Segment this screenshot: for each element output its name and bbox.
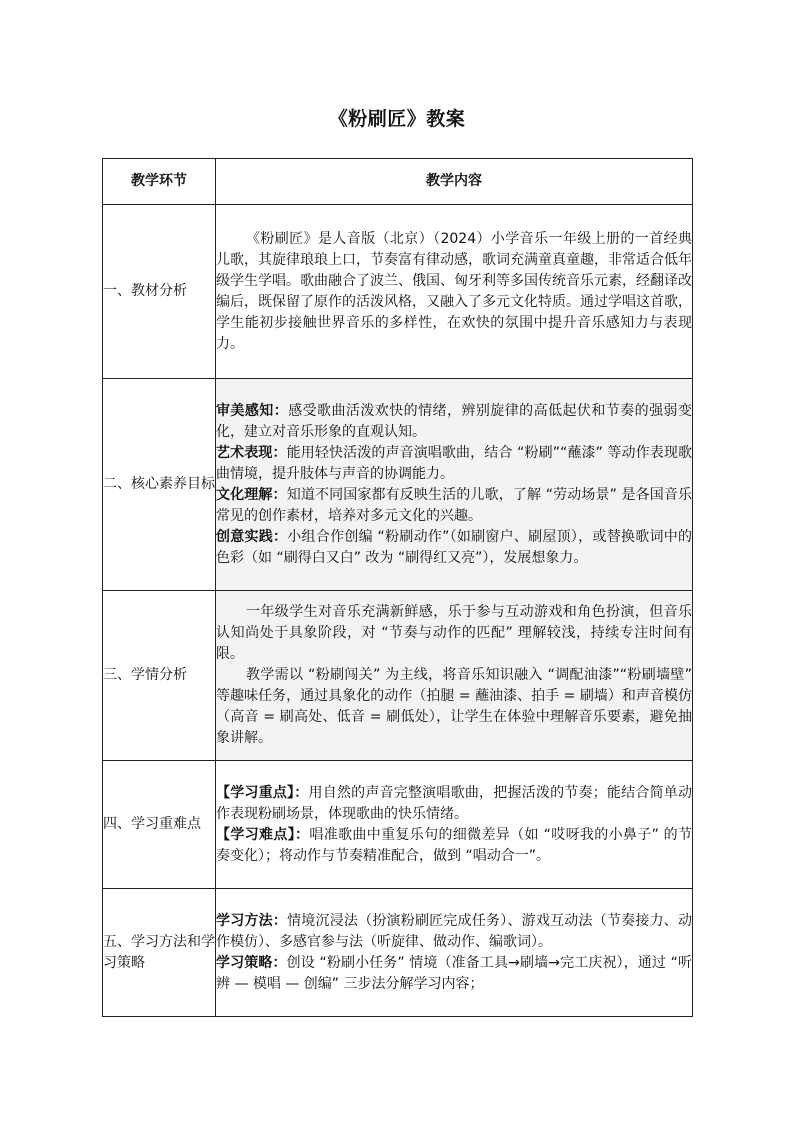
item-key: 艺术表现： xyxy=(216,444,287,461)
item-key: 【学习难点】： xyxy=(216,826,310,843)
list-item xyxy=(216,953,692,995)
item-text: 感受歌曲活泼欢快的情绪，辨别旋律的高低起伏和节奏的强弱变化，建立对音乐形象的直观认知。 xyxy=(216,402,692,440)
item-key: 审美感知： xyxy=(216,402,289,419)
paragraph: 教学需以 “粉刷闯关” 为主线，将音乐知识融入 “调配油漆”“粉刷墙壁” 等趣味任务，通过具象化的动作（拍腿 = 蘸油漆、拍手 = 刷墙）和声音模仿（高音 = 刷高处、低音 = 刷低处），让学生在体验中理解音乐要素，避免抽象讲解。 xyxy=(216,667,692,746)
list-item xyxy=(216,443,692,485)
list-item xyxy=(216,825,692,867)
item-text: 用自然的声音完整演唱歌曲，把握活泼的节奏；能结合简单动作表现粉刷场景，体现歌曲的快乐情绪。 xyxy=(216,784,692,822)
table-row xyxy=(103,889,693,1017)
table-header-row xyxy=(103,159,693,205)
table-row xyxy=(103,591,693,761)
list-item xyxy=(216,527,692,569)
table-row xyxy=(103,205,693,379)
item-key: 学习策略： xyxy=(216,954,287,971)
row-content xyxy=(216,379,693,591)
row-content xyxy=(216,591,693,761)
list-item xyxy=(216,485,692,527)
item-key: 文化理解： xyxy=(216,486,287,503)
row-content xyxy=(216,889,693,1017)
paragraph: 一年级学生对音乐充满新鲜感，乐于参与互动游戏和角色扮演，但音乐认知尚处于具象阶段，对 “节奏与动作的匹配” 理解较浅，持续专注时间有限。 xyxy=(216,604,692,662)
document-title: 《粉刷匠》教案 xyxy=(328,108,466,130)
row-label: 三、学情分析 xyxy=(103,591,216,761)
row-content xyxy=(216,205,693,379)
item-key: 学习方法： xyxy=(216,912,288,929)
header-section: 教学环节 xyxy=(103,159,216,205)
item-key: 【学习重点】： xyxy=(216,784,309,801)
row-label: 五、学习方法和学习策略 xyxy=(103,889,216,1017)
table-row xyxy=(103,761,693,889)
paragraph: 《粉刷匠》是人音版（北京）（2024）小学音乐一年级上册的一首经典儿歌，其旋律琅琅上口，节奏富有律动感，歌词充满童真童趣，非常适合低年级学生学唱。歌曲融合了波兰、俄国、匈牙利等多国传统音乐元素，经翻译改编后，既保留了原作的活泼风格，又融入了多元文化特质。通过学唱这首歌，学生能初步接触世界音乐的多样性，在欢快的氛围中提升音乐感知力与表现力。 xyxy=(216,230,692,352)
row-label: 一、教材分析 xyxy=(103,205,216,379)
item-text: 能用轻快活泼的声音演唱歌曲，结合 “粉刷”“蘸漆” 等动作表现歌曲情境，提升肢体与声音的协调能力。 xyxy=(216,444,692,482)
list-item xyxy=(216,783,692,825)
item-text: 唱准歌曲中重复乐句的细微差异（如 “哎呀我的小鼻子” 的节奏变化）；将动作与节奏精准配合，做到 “唱动合一”。 xyxy=(216,826,693,864)
item-text: 创设 “粉刷小任务” 情境（准备工具→刷墙→完工庆祝），通过 “听辨 — 模唱 — 创编” 三步法分解学习内容； xyxy=(216,954,693,992)
item-text: 知道不同国家都有反映生活的儿歌，了解 “劳动场景” 是各国音乐常见的创作素材，培养对多元文化的兴趣。 xyxy=(216,486,693,524)
list-item xyxy=(216,401,692,443)
header-content: 教学内容 xyxy=(216,159,693,205)
row-content xyxy=(216,761,693,889)
row-label: 二、核心素养目标 xyxy=(103,379,216,591)
item-text: 情境沉浸法（扮演粉刷匠完成任务）、游戏互动法（节奏接力、动作模仿）、多感官参与法（听旋律、做动作、编歌词）。 xyxy=(216,912,693,950)
list-item xyxy=(216,911,692,953)
row-label: 四、学习重难点 xyxy=(103,761,216,889)
item-text: 小组合作创编 “粉刷动作”（如刷窗户、刷屋顶），或替换歌词中的色彩（如 “刷得白又白” 改为 “刷得红又亮”），发展想象力。 xyxy=(216,528,692,566)
item-key: 创意实践： xyxy=(216,528,288,545)
lesson-plan-table xyxy=(102,158,693,1017)
table-row xyxy=(103,379,693,591)
